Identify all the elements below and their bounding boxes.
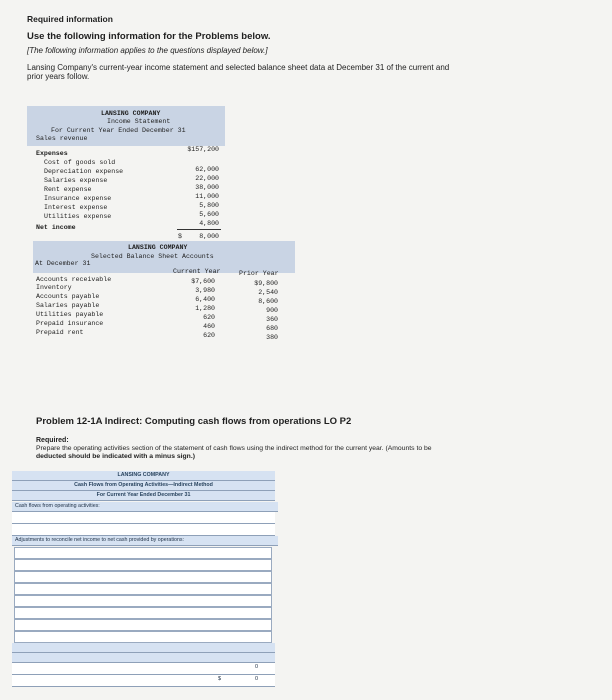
- account-current: 620: [203, 314, 215, 321]
- cash-flows-label: Cash flows from operating activities:: [12, 502, 278, 512]
- adjustment-input-7[interactable]: [14, 619, 272, 631]
- account-prior: 8,600: [258, 298, 278, 305]
- balance-sheet-title: Selected Balance Sheet Accounts: [91, 253, 214, 260]
- expense-item-label: Rent expense: [44, 186, 92, 193]
- total-value-1: 0: [255, 664, 259, 670]
- account-prior: 680: [266, 325, 278, 332]
- income-statement-company: LANSING COMPANY: [101, 110, 161, 117]
- worksheet-period: For Current Year Ended December 31: [12, 491, 275, 501]
- balance-sheet-company: LANSING COMPANY: [128, 244, 188, 251]
- adjustment-input-6[interactable]: [14, 607, 272, 619]
- worksheet-band: [12, 643, 275, 653]
- required-info-heading: Required information: [27, 14, 113, 24]
- adjustment-input-2[interactable]: [14, 559, 272, 571]
- account-current: 460: [203, 323, 215, 330]
- adjustment-input-5[interactable]: [14, 595, 272, 607]
- account-current: 3,980: [195, 287, 215, 294]
- column-prior-year: Prior Year: [239, 270, 279, 277]
- expense-item-label: Depreciation expense: [44, 168, 124, 175]
- adjustment-input-1[interactable]: [14, 547, 272, 559]
- expense-item-value: 22,000: [195, 175, 219, 182]
- expense-item-value: 11,000: [195, 193, 219, 200]
- intro-text-line2: prior years follow.: [27, 72, 90, 81]
- use-following-heading: Use the following information for the Problems below.: [27, 31, 271, 42]
- expense-item-label: Salaries expense: [44, 177, 108, 184]
- account-label: Utilities payable: [36, 311, 104, 318]
- worksheet-blank-row[interactable]: [12, 524, 275, 536]
- intro-text-line1: Lansing Company's current-year income statement and selected balance sheet data at December 31 of the current and: [27, 63, 450, 72]
- total-value-2: 0: [255, 676, 259, 682]
- adjustment-input-3[interactable]: [14, 571, 272, 583]
- income-statement-title: Income Statement: [107, 118, 171, 125]
- account-label: Accounts receivable: [36, 276, 112, 283]
- net-income-label: Net income: [36, 224, 76, 231]
- account-label: Salaries payable: [36, 302, 100, 309]
- expenses-label: Expenses: [36, 150, 68, 157]
- worksheet-title: Cash Flows from Operating Activities—Indirect Method: [12, 481, 275, 491]
- expense-item-value: 5,800: [199, 202, 219, 209]
- account-current: 620: [203, 332, 215, 339]
- balance-sheet: [33, 241, 295, 375]
- cash-flow-worksheet: [12, 471, 275, 700]
- income-statement: [27, 106, 225, 248]
- sales-revenue-value: $157,200: [187, 146, 219, 153]
- subtotal-rule: [177, 229, 221, 230]
- net-income-dollar: $: [178, 233, 182, 240]
- total-row-1[interactable]: [12, 663, 275, 675]
- expense-item-value: 38,000: [195, 184, 219, 191]
- total-dollar: $: [218, 676, 222, 682]
- account-label: Prepaid rent: [36, 329, 84, 336]
- expense-item-value: 4,800: [199, 220, 219, 227]
- instruction-line2: deducted should be indicated with a minus sign.): [36, 453, 195, 460]
- adjustment-input-4[interactable]: [14, 583, 272, 595]
- balance-sheet-date: At December 31: [35, 260, 91, 267]
- account-prior: 2,540: [258, 289, 278, 296]
- expense-item-label: Cost of goods sold: [44, 159, 116, 166]
- expense-item-value: 5,600: [199, 211, 219, 218]
- net-income-value: 8,000: [199, 233, 219, 240]
- adjustments-label: Adjustments to reconcile net income to net cash provided by operations:: [12, 536, 278, 546]
- account-current: 1,280: [195, 305, 215, 312]
- adjustment-input-8[interactable]: [14, 631, 272, 643]
- expense-item-label: Utilities expense: [44, 213, 112, 220]
- problem-title: Problem 12-1A Indirect: Computing cash flows from operations LO P2: [36, 416, 352, 427]
- account-label: Prepaid insurance: [36, 320, 104, 327]
- worksheet-company: LANSING COMPANY: [12, 471, 275, 481]
- account-prior: 380: [266, 334, 278, 341]
- account-current: $7,600: [191, 278, 215, 285]
- worksheet-band: [12, 653, 275, 663]
- account-label: Inventory: [36, 284, 72, 291]
- sales-revenue-label: Sales revenue: [36, 135, 88, 142]
- column-current-year: Current Year: [173, 268, 221, 275]
- instruction-line1: Prepare the operating activities section of the statement of cash flows using the indirect method for the current year. (Amounts to be: [36, 445, 432, 452]
- applies-note: [The following information applies to the questions displayed below.]: [27, 46, 268, 55]
- account-prior: 900: [266, 307, 278, 314]
- account-prior: 360: [266, 316, 278, 323]
- account-current: 6,400: [195, 296, 215, 303]
- required-label: Required:: [36, 437, 69, 444]
- income-statement-period: For Current Year Ended December 31: [51, 127, 186, 134]
- net-income-input-row[interactable]: [12, 512, 275, 524]
- expense-item-value: 62,000: [195, 166, 219, 173]
- account-label: Accounts payable: [36, 293, 100, 300]
- account-prior: $9,800: [254, 280, 278, 287]
- expense-item-label: Interest expense: [44, 204, 108, 211]
- total-row-2[interactable]: [12, 675, 275, 687]
- expense-item-label: Insurance expense: [44, 195, 112, 202]
